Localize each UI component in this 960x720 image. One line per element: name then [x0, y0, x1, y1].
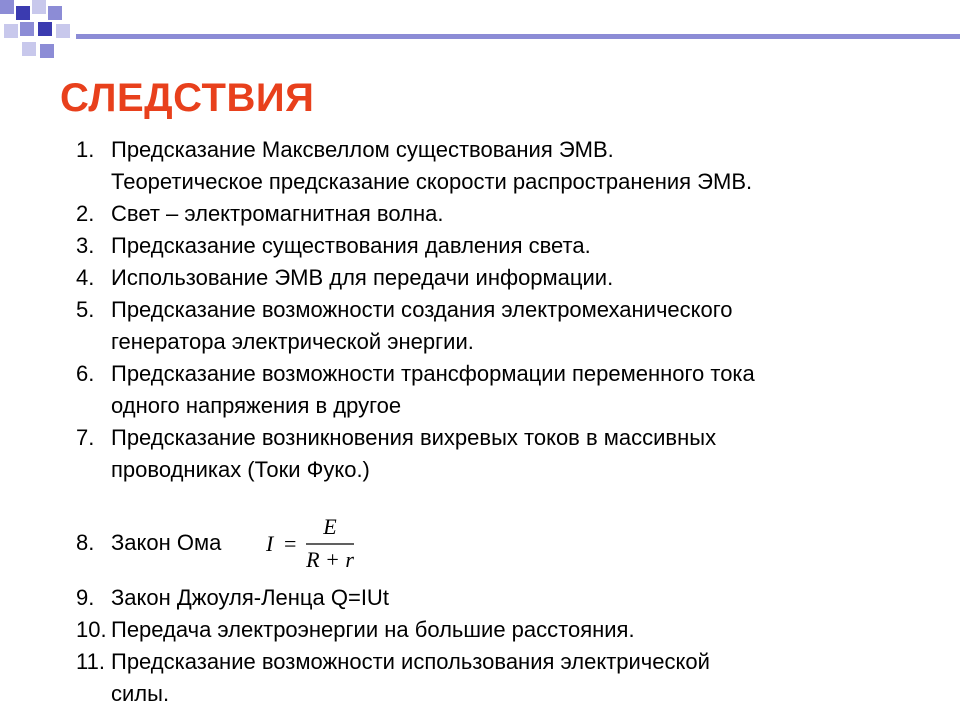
item-number: 10.	[76, 617, 107, 642]
list-item-5	[76, 294, 936, 358]
item-number: 11.	[76, 649, 105, 674]
header-rule	[76, 34, 960, 39]
list-item-8	[76, 514, 936, 572]
list-item-2	[76, 198, 936, 230]
item-text-line: силы.	[111, 681, 170, 706]
item-text-line: Предсказание возникновения вихревых токов в массивных	[111, 425, 717, 450]
item-text-line: одного напряжения в другое	[111, 393, 402, 418]
item-text-line: Предсказание возможности трансформации переменного тока	[111, 361, 755, 386]
list-item-6	[76, 358, 936, 422]
formula-numerator: E	[323, 514, 337, 539]
item-text-line: генератора электрической энергии.	[111, 329, 474, 354]
item-number: 5.	[76, 297, 95, 322]
list-item-1	[76, 134, 936, 198]
item-number: 6.	[76, 361, 95, 386]
formula-equals: =	[284, 531, 297, 556]
list-item-4	[76, 262, 936, 294]
item-number: 9.	[76, 585, 95, 610]
item-number: 7.	[76, 425, 95, 450]
consequences-list	[76, 134, 936, 710]
list-item-3	[76, 230, 936, 262]
item-number: 1.	[76, 137, 95, 162]
slide-title: СЛЕДСТВИЯ	[60, 76, 315, 120]
ohm-law-formula	[262, 514, 362, 572]
item-text-line: Свет – электромагнитная волна.	[111, 201, 444, 226]
list-item-10	[76, 614, 936, 646]
item-number: 2.	[76, 201, 95, 226]
item-text-line: Предсказание возможности использования электрической	[111, 649, 710, 674]
item-text-line: Предсказание Максвеллом существования ЭМВ.	[111, 137, 614, 162]
item-text-line: Закон Джоуля-Ленца Q=IUt	[111, 585, 389, 610]
item-number: 3.	[76, 233, 95, 258]
item-number: 8.	[76, 530, 95, 555]
formula-denominator: R + r	[306, 547, 354, 572]
corner-decoration	[0, 0, 96, 62]
item-text-line: проводниках (Токи Фуко.)	[111, 457, 370, 482]
item-text-line: Использование ЭМВ для передачи информации.	[111, 265, 614, 290]
list-item-9	[76, 582, 936, 614]
item-text-line: Закон Ома	[111, 530, 222, 555]
item-text-line: Передача электроэнергии на большие расстояния.	[111, 617, 635, 642]
item-text-line: Предсказание возможности создания электромеханического	[111, 297, 733, 322]
item-text-line: Предсказание существования давления света.	[111, 233, 591, 258]
formula-lhs: I	[266, 531, 274, 556]
item-number: 4.	[76, 265, 95, 290]
list-item-11	[76, 646, 936, 710]
item-text-line: Теоретическое предсказание скорости распространения ЭМВ.	[111, 169, 753, 194]
list-item-7	[76, 422, 936, 486]
